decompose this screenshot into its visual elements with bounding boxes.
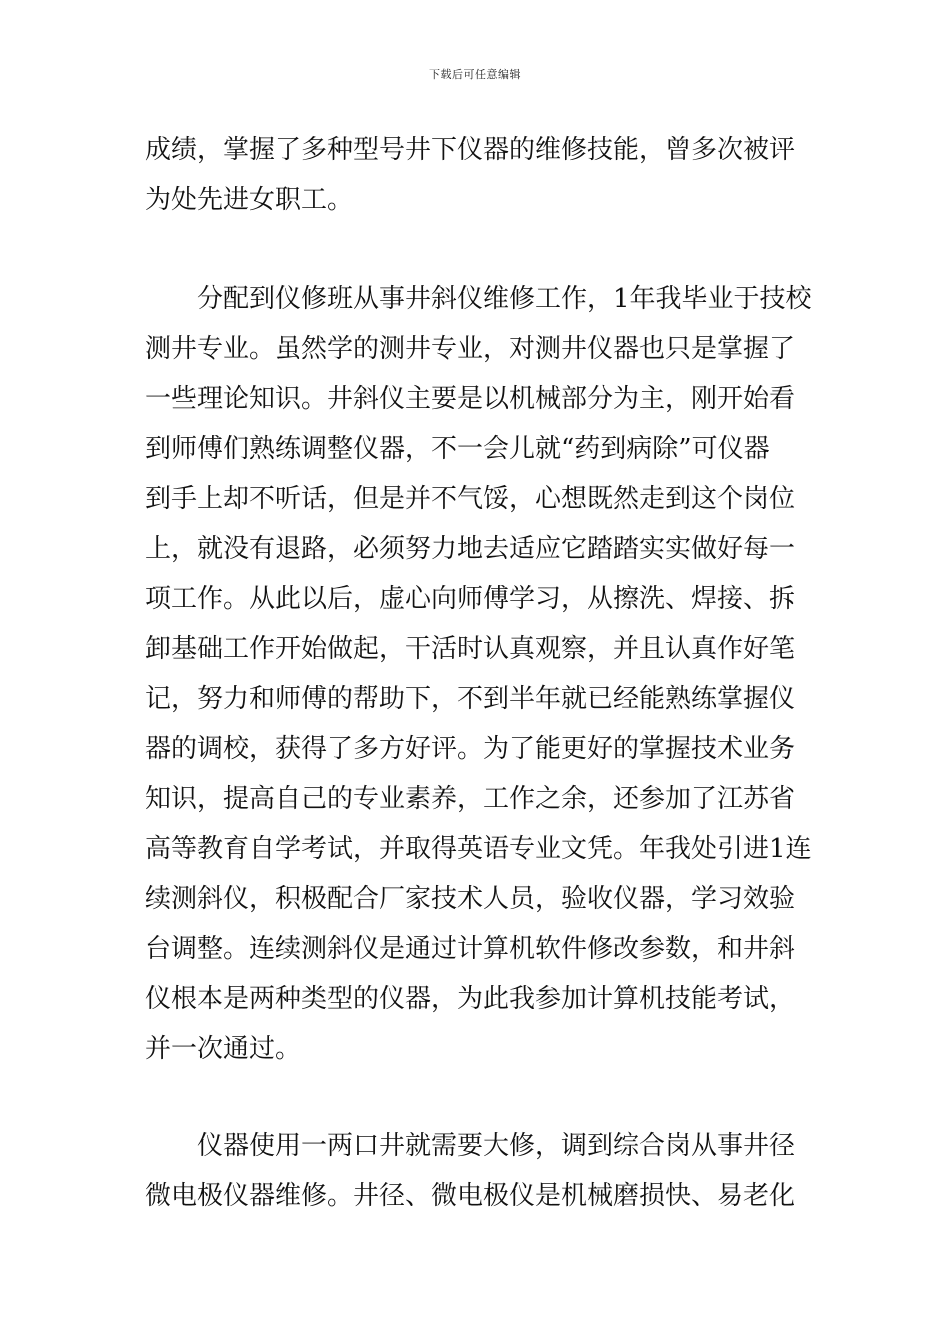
paragraph-2-line-10: 器的调校，获得了多方好评。为了能更好的掌握技术业务 xyxy=(145,734,796,764)
paragraph-3-line-1: 仪器使用一两口井就需要大修，调到综合岗从事井径 xyxy=(145,1131,796,1161)
paragraph-2-line-8: 卸基础工作开始做起，干活时认真观察，并且认真作好笔 xyxy=(145,634,796,664)
paragraph-2-line-7: 项工作。从此以后，虚心向师傅学习，从擦洗、焊接、拆 xyxy=(145,584,796,614)
paragraph-2-line-15: 仪根本是两种类型的仪器，为此我参加计算机技能考试， xyxy=(145,984,796,1014)
paragraph-1-line-2: 为处先进女职工。 xyxy=(145,185,354,215)
paragraph-2-line-16: 并一次通过。 xyxy=(145,1034,302,1064)
paragraph-2-line-13: 续测斜仪，积极配合厂家技术人员，验收仪器，学习效验 xyxy=(145,884,796,914)
paragraph-2-line-6: 上，就没有退路，必须努力地去适应它踏踏实实做好每一 xyxy=(145,534,796,564)
paragraph-2-line-2: 测井专业。虽然学的测井专业，对测井仪器也只是掌握了 xyxy=(145,334,796,364)
paragraph-2-line-3: 一些理论知识。井斜仪主要是以机械部分为主，刚开始看 xyxy=(145,384,796,414)
paragraph-2-line-14: 台调整。连续测斜仪是通过计算机软件修改参数，和井斜 xyxy=(145,934,796,964)
paragraph-2-line-5: 到手上却不听话，但是并不气馁，心想既然走到这个岗位 xyxy=(145,484,796,514)
paragraph-2-line-12: 高等教育自学考试，并取得英语专业文凭。年我处引进1连 xyxy=(145,834,812,864)
page-header: 下载后可任意编辑 xyxy=(429,68,521,81)
paragraph-2-line-11: 知识，提高自己的专业素养，工作之余，还参加了江苏省 xyxy=(145,784,796,814)
paragraph-1-line-1: 成绩，掌握了多种型号井下仪器的维修技能，曾多次被评 xyxy=(145,135,796,165)
paragraph-3-line-2: 微电极仪器维修。井径、微电极仪是机械磨损快、易老化 xyxy=(145,1181,796,1211)
paragraph-2-line-4: 到师傅们熟练调整仪器，不一会儿就“药到病除”可仪器 xyxy=(145,434,770,464)
paragraph-2-line-9: 记，努力和师傅的帮助下，不到半年就已经能熟练掌握仪 xyxy=(145,684,796,714)
paragraph-2-line-1: 分配到仪修班从事井斜仪维修工作，1年我毕业于技校 xyxy=(145,284,812,314)
